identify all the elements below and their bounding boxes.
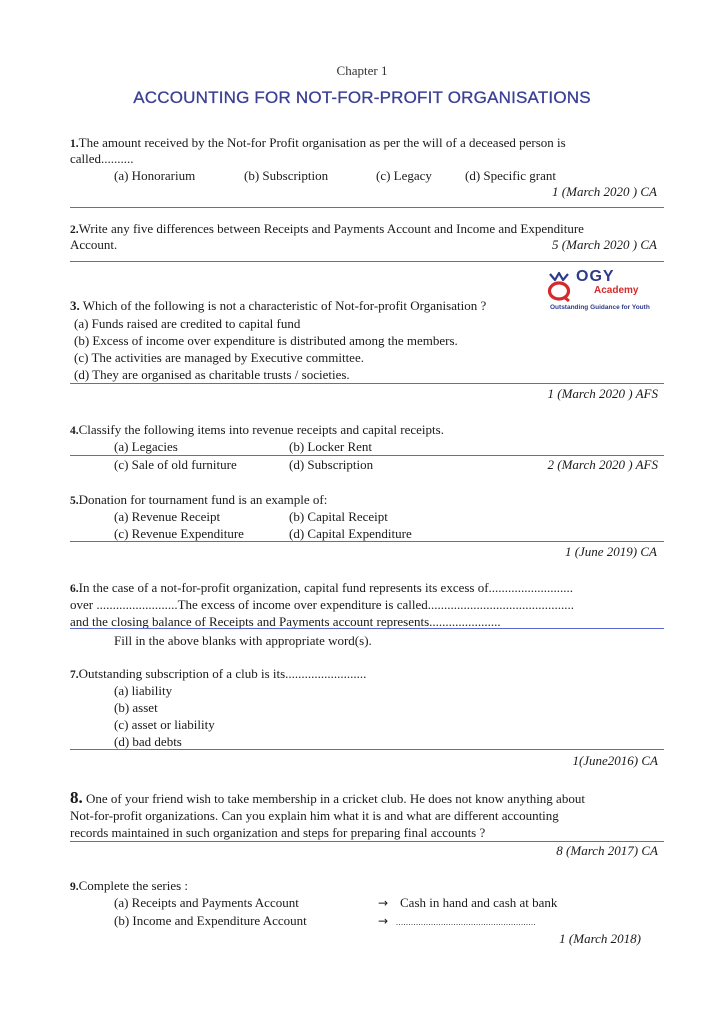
option-a: (a) Receipts and Payments Account <box>114 895 299 910</box>
option-a: (a) Legacies <box>114 439 178 454</box>
question-text: over .........................The excess of income over expenditure is called............................................. <box>70 597 574 612</box>
question-text: In the case of a not-for-profit organization, capital fund represents its excess of.......................... <box>78 580 574 595</box>
question-text: Donation for tournament fund is an example of: <box>78 492 328 507</box>
question-text: Outstanding subscription of a club is its......................... <box>78 666 367 681</box>
answer-blank: ........................................................ <box>396 918 536 927</box>
option-d: (d) Specific grant <box>465 168 556 183</box>
arrow-right-icon: → <box>378 914 389 928</box>
logo-mark-icon <box>544 270 574 302</box>
option-b: (b) Locker Rent <box>289 439 373 454</box>
question-number: 5. <box>70 495 79 507</box>
divider <box>70 207 664 208</box>
option-a: (a) Revenue Receipt <box>114 509 221 524</box>
option-d: (d) Capital Expenditure <box>289 526 412 541</box>
marks-reference: 1 (March 2020 ) AFS <box>547 386 658 401</box>
question-9 <box>70 878 188 895</box>
logo-tagline: Outstanding Guidance for Youth <box>550 304 650 311</box>
question-text: Classify the following items into revenue receipts and capital receipts. <box>78 422 444 437</box>
question-text: records maintained in such organization and steps for preparing final accounts ? <box>70 825 486 840</box>
marks-reference: 1 (March 2020 ) CA <box>552 184 657 199</box>
option-c: (c) Revenue Expenditure <box>114 526 244 541</box>
option-a: (a) Funds raised are credited to capital fund <box>74 316 301 331</box>
marks-reference: 1 (June 2019) CA <box>564 544 657 559</box>
instruction-text: Fill in the above blanks with appropriate word(s). <box>114 633 372 648</box>
option-b: (b) Subscription <box>244 168 329 183</box>
question-4 <box>70 422 444 439</box>
logo-sub: Academy <box>594 285 639 296</box>
option-c: (c) Sale of old furniture <box>114 457 237 472</box>
option-d: (d) bad debts <box>114 734 182 749</box>
question-number: 9. <box>70 881 79 893</box>
question-1 <box>70 135 566 152</box>
question-text: Account. <box>70 237 118 252</box>
option-a-answer: Cash in hand and cash at bank <box>400 895 558 910</box>
divider <box>70 383 664 384</box>
chapter-label: Chapter 1 <box>336 63 388 78</box>
page-title: ACCOUNTING FOR NOT-FOR-PROFIT ORGANISATIONS <box>133 88 591 107</box>
question-2 <box>70 221 584 238</box>
question-text: Complete the series : <box>78 878 189 893</box>
question-text: Not-for-profit organizations. Can you explain him what it is and what are different accounting <box>70 808 559 823</box>
marks-reference: 1 (March 2018) <box>559 931 641 946</box>
option-d: (d) Subscription <box>289 457 374 472</box>
question-text: and the closing balance of Receipts and Payments account represents...................... <box>70 614 501 629</box>
divider <box>70 541 664 542</box>
question-8 <box>70 788 585 809</box>
marks-reference: 8 (March 2017) CA <box>556 843 658 858</box>
divider <box>70 841 664 842</box>
option-d: (d) They are organised as charitable trusts / societies. <box>74 367 350 382</box>
option-b: (b) Capital Receipt <box>289 509 388 524</box>
option-c: (c) The activities are managed by Executive committee. <box>74 350 364 365</box>
divider <box>70 261 664 262</box>
question-number: 2. <box>70 224 79 236</box>
option-a: (a) liability <box>114 683 173 698</box>
question-text: One of your friend wish to take membership in a cricket club. He does not know anything about <box>86 791 585 806</box>
question-text: Write any five differences between Receipts and Payments Account and Income and Expenditure <box>78 221 584 236</box>
question-text: Which of the following is not a characteristic of Not-for-profit Organisation ? <box>82 298 487 313</box>
marks-reference: 5 (March 2020 ) CA <box>552 237 657 252</box>
option-a: (a) Honorarium <box>114 168 196 183</box>
ogy-academy-logo <box>542 268 658 316</box>
question-number: 6. <box>70 583 79 595</box>
question-number: 7. <box>70 669 79 681</box>
question-5 <box>70 492 327 509</box>
option-c: (c) asset or liability <box>114 717 215 732</box>
question-number: 3. <box>70 298 80 313</box>
option-c: (c) Legacy <box>376 168 432 183</box>
option-b: (b) Income and Expenditure Account <box>114 913 307 928</box>
divider <box>70 749 664 750</box>
question-number: 8. <box>70 788 83 807</box>
question-number: 1. <box>70 138 79 150</box>
question-text: The amount received by the Not-for Profit organisation as per the will of a deceased person is <box>78 135 566 150</box>
marks-reference: 1(June2016) CA <box>572 753 658 768</box>
question-7 <box>70 666 366 683</box>
marks-reference: 2 (March 2020 ) AFS <box>547 457 658 472</box>
question-3 <box>70 298 486 314</box>
divider <box>70 455 664 456</box>
divider <box>70 628 664 629</box>
option-b: (b) Excess of income over expenditure is distributed among the members. <box>74 333 458 348</box>
question-6 <box>70 580 573 597</box>
question-number: 4. <box>70 425 79 437</box>
question-text: called.......... <box>70 151 134 166</box>
option-b: (b) asset <box>114 700 158 715</box>
arrow-right-icon: → <box>378 896 389 910</box>
logo-name: OGY <box>576 268 615 285</box>
